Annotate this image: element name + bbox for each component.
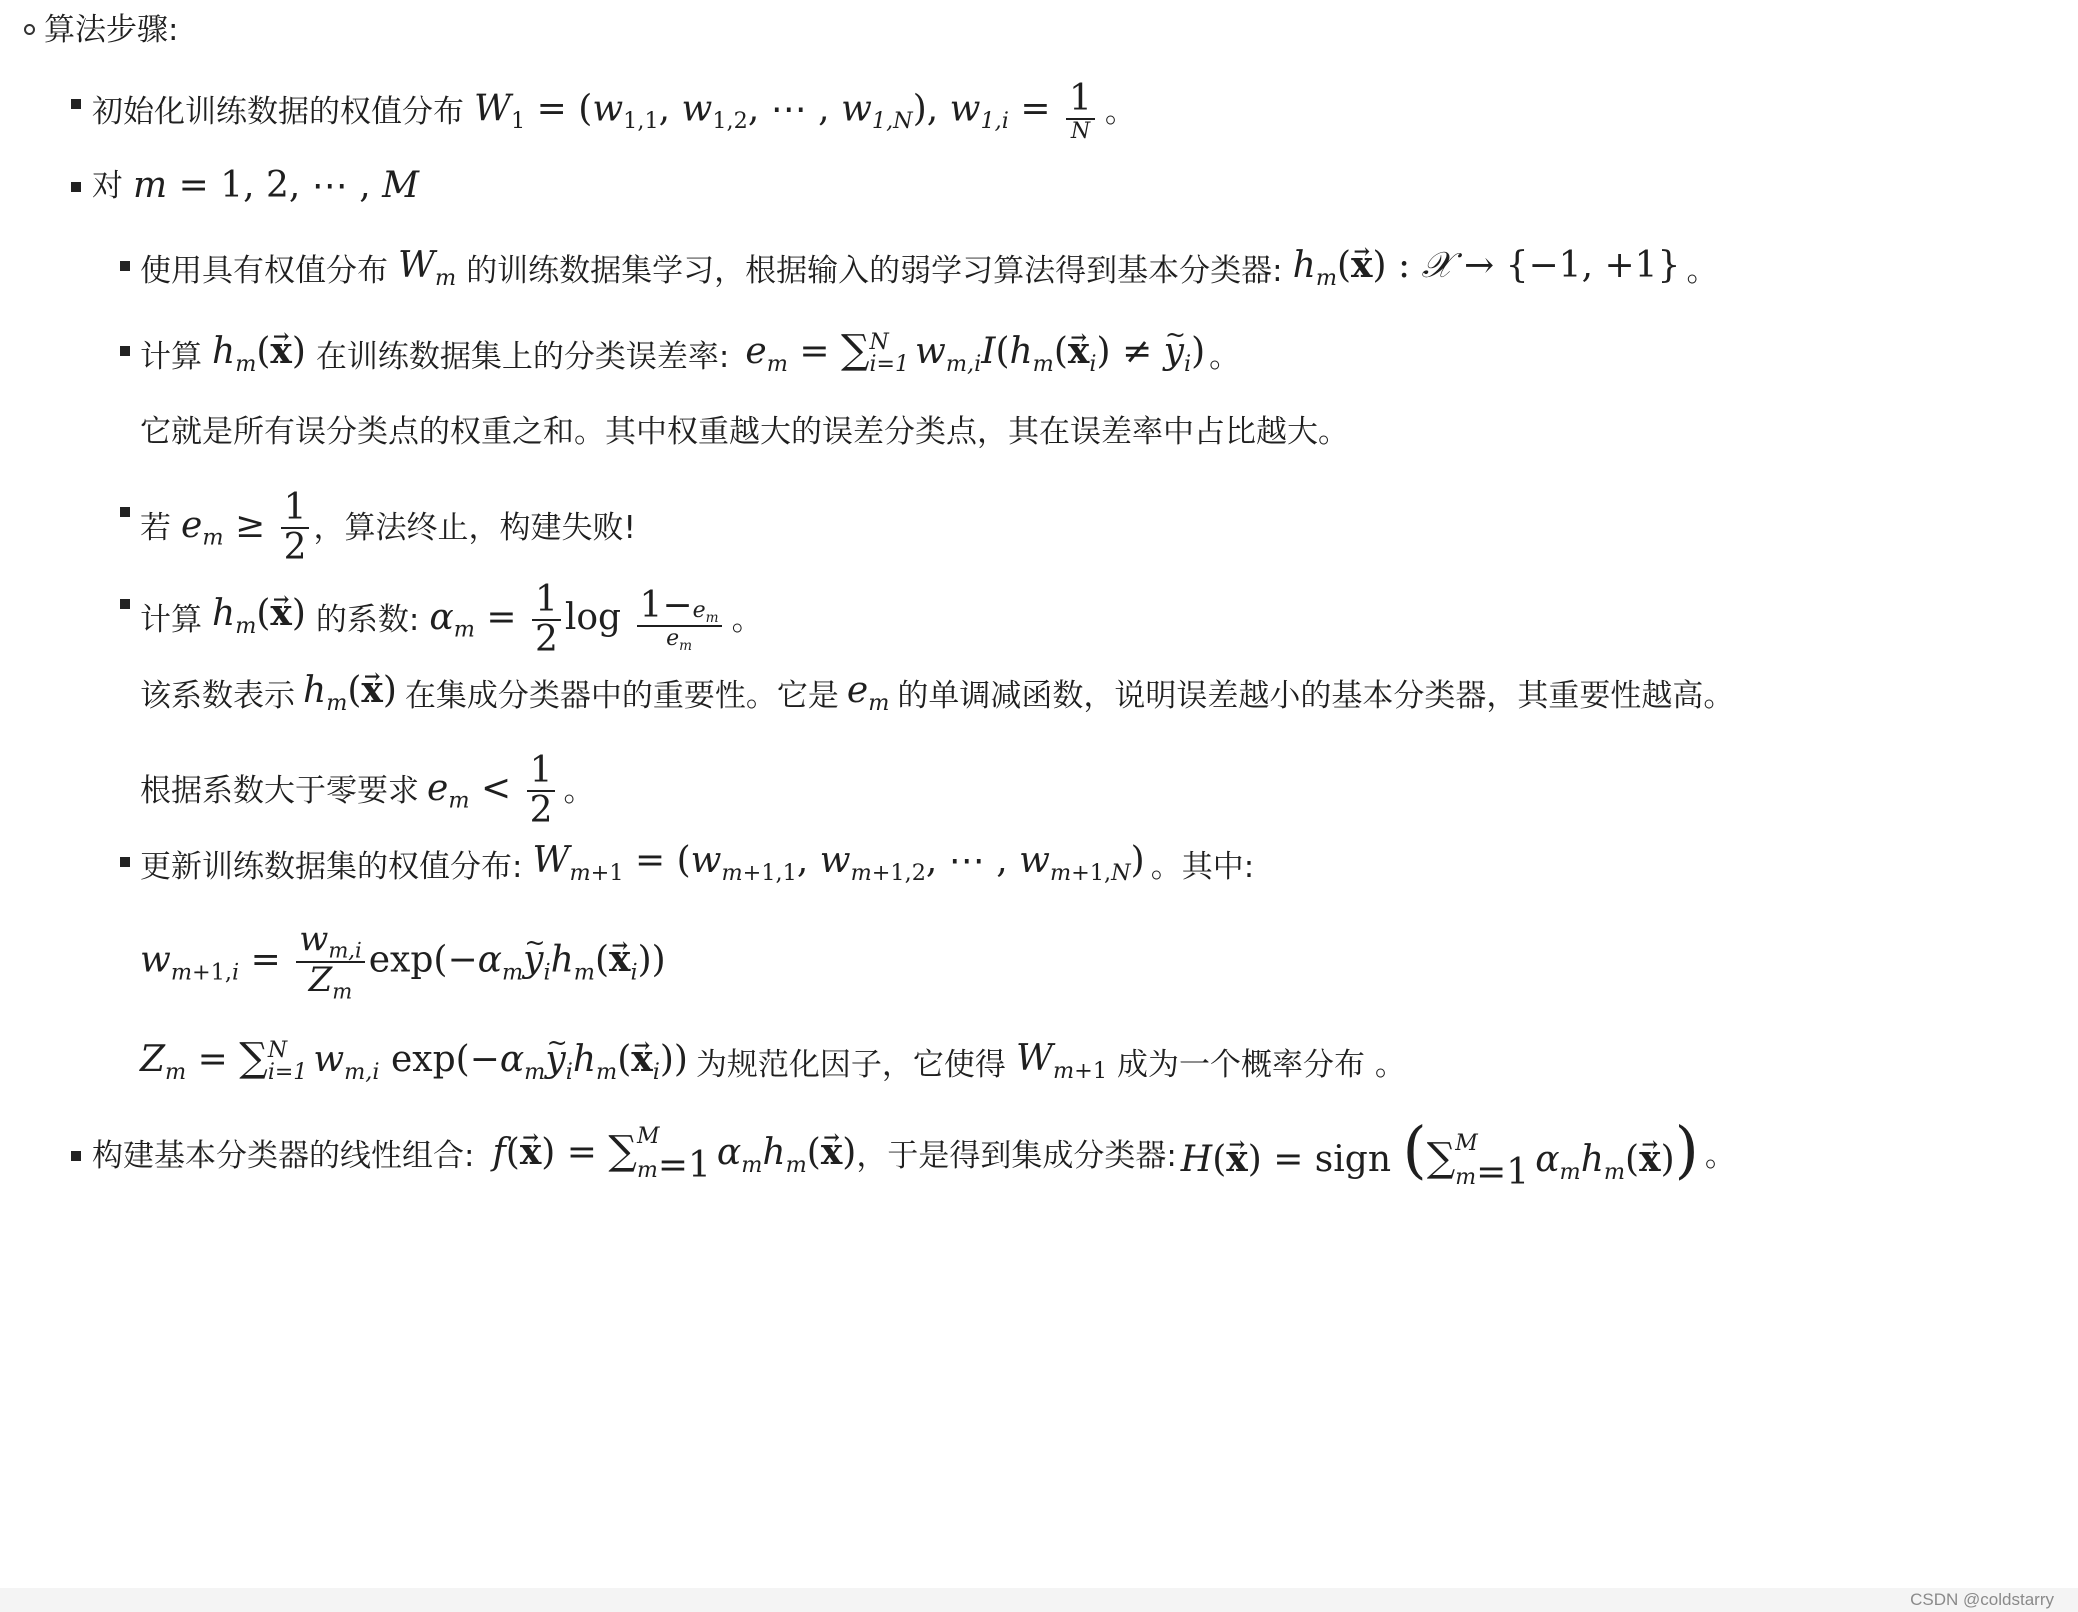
substep-train-classifier bbox=[140, 243, 1717, 300]
formula-linear-combination: f(→ x) = ∑ M m=1 $\alpha_mh_m(\to x)$ bbox=[492, 1126, 856, 1187]
substep-error-pre: 计算 bbox=[140, 338, 202, 375]
coef-note-mid: 在集成分类器中的重要性。它是 bbox=[404, 678, 839, 715]
normalization-note: 为规范化因子，它使得 bbox=[695, 1046, 1006, 1083]
footer-bar bbox=[0, 1588, 2078, 1612]
csdn-watermark: CSDN @coldstarry bbox=[1910, 1590, 2054, 1609]
coef-note-pre: 该系数表示 bbox=[140, 678, 295, 715]
step-init-end: 。 bbox=[1104, 93, 1136, 130]
substep-coef-pre: 计算 bbox=[140, 601, 202, 638]
substep-update-post: 。其中: bbox=[1150, 848, 1255, 885]
formula-error-symbol: $e_m$ bbox=[846, 669, 890, 716]
step-combo-mid: ，于是得到集成分类器: bbox=[856, 1138, 1177, 1174]
substep-coefficient bbox=[140, 581, 763, 659]
formula-normalization: $Z_m$ = ∑ N i=1 $w_{m,i}$ $\exp(-\alpha_m\sim$ $y_ih_m(\to x_i)$) bbox=[140, 1036, 688, 1094]
formula-new-weights: $W_{m+1} = (w_{m+1,1}$, $w_{m+1,2}$, ⋯ , $w_{m+1,N}$) bbox=[532, 840, 1145, 886]
square-bullet-icon bbox=[120, 346, 130, 356]
formula-classifier: $h_m(\to x)$ bbox=[303, 668, 397, 725]
step-init-label: 初始化训练数据的权值分布 bbox=[92, 93, 464, 130]
formula-classifier-def: $h_m(\to x)$ : 𝒳 → {−1, +1} bbox=[1293, 243, 1681, 300]
coef-req-end: 。 bbox=[563, 772, 595, 809]
square-bullet-icon bbox=[120, 599, 130, 609]
formula-ensemble-classifier: H(→ x) = sign (∑ M m=1 $\alpha_mh_m(\to x)$) bbox=[1181, 1119, 1699, 1194]
formula-new-weight-dist: $W_{m+1}$ bbox=[1015, 1038, 1108, 1084]
coef-req-pre: 根据系数大于零要求 bbox=[140, 772, 419, 809]
step-loop bbox=[92, 164, 419, 208]
coef-note-post: 的单调减函数，说明误差越小的基本分类器，其重要性越高。 bbox=[897, 678, 1735, 715]
error-rate-note bbox=[140, 410, 1349, 454]
formula-classifier: $h_m(\to x)$ bbox=[212, 329, 306, 386]
coefficient-note bbox=[140, 668, 1734, 725]
error-note-text: 它就是所有误分类点的权重之和。其中权重越大的误差分类点，其在误差率中占比越大。 bbox=[140, 414, 1349, 450]
formula-error-bound: $e_m$ < $\frac{1}{2}$ bbox=[427, 752, 559, 830]
step-combo-end: 。 bbox=[1704, 1138, 1736, 1174]
substep-term-pre: 若 bbox=[140, 509, 171, 546]
substep-update-weights bbox=[140, 839, 1254, 895]
normalization-factor bbox=[140, 1036, 1406, 1094]
step-loop-label: 对 bbox=[92, 168, 123, 204]
formula-classifier: $h_m(\to x)$ bbox=[212, 591, 306, 648]
substep-error-mid: 在训练数据集上的分类误差率: bbox=[315, 338, 730, 375]
square-bullet-icon bbox=[120, 261, 130, 271]
step-combo-label: 构建基本分类器的线性组合: bbox=[92, 1138, 475, 1174]
substep-train-pre: 使用具有权值分布 bbox=[140, 253, 388, 290]
substep-coef-mid: 的系数: bbox=[315, 601, 420, 638]
substep-coef-end: 。 bbox=[731, 601, 763, 638]
formula-weight-update: $w_{m+1,i}$ = $\frac{w_{m,i}}{Z_m}$ $\exp(-\alpha_m\sim$ $y_ih_m(\to x_i)$) bbox=[140, 930, 666, 994]
substep-term-post: ，算法终止，构建失败! bbox=[313, 509, 636, 546]
substep-update-pre: 更新训练数据集的权值分布: bbox=[140, 848, 523, 885]
square-bullet-icon bbox=[71, 182, 81, 192]
square-bullet-icon bbox=[120, 857, 130, 867]
coefficient-requirement bbox=[140, 752, 594, 830]
formula-weight-dist: $W_m$ bbox=[398, 244, 457, 291]
heading-text: 算法步骤: bbox=[44, 12, 179, 48]
formula-error-rate: $e_m$ = ∑ N i=1 $w_{m,i}I(h_m(\to x_i)$ ≠ ~ $y_i$) bbox=[745, 328, 1205, 386]
substep-error-end: 。 bbox=[1209, 338, 1241, 375]
substep-error-rate bbox=[140, 328, 1240, 386]
substep-train-mid: 的训练数据集学习，根据输入的弱学习算法得到基本分类器: bbox=[466, 253, 1283, 290]
formula-loop-range: m = 1, 2, ⋯ , M bbox=[133, 165, 419, 206]
formula-alpha: $\alpha_m$ = $\frac{1}{2}$ log $\frac{1-e_m}{e_m}$ bbox=[429, 581, 725, 659]
normalization-note-end: 成为一个概率分布 。 bbox=[1117, 1046, 1406, 1083]
square-bullet-icon bbox=[71, 99, 81, 109]
substep-termination bbox=[140, 489, 636, 567]
square-bullet-icon bbox=[71, 1151, 81, 1161]
circle-bullet-icon bbox=[24, 24, 35, 35]
square-bullet-icon bbox=[120, 507, 130, 517]
section-heading bbox=[44, 8, 178, 52]
step-linear-combination bbox=[92, 1112, 1736, 1193]
substep-train-end: 。 bbox=[1686, 253, 1718, 290]
formula-term-condition: $e_m$ ≥ $\frac{1}{2}$ bbox=[181, 489, 313, 567]
formula-init-weights: $W_1 = (w_{1,1}$, $w_{1,2}$, ⋯ , $w_{1,N}$), $w_{1,i}$ = $\frac{1}{N}$ bbox=[474, 80, 1099, 143]
step-init-weights bbox=[92, 80, 1136, 143]
